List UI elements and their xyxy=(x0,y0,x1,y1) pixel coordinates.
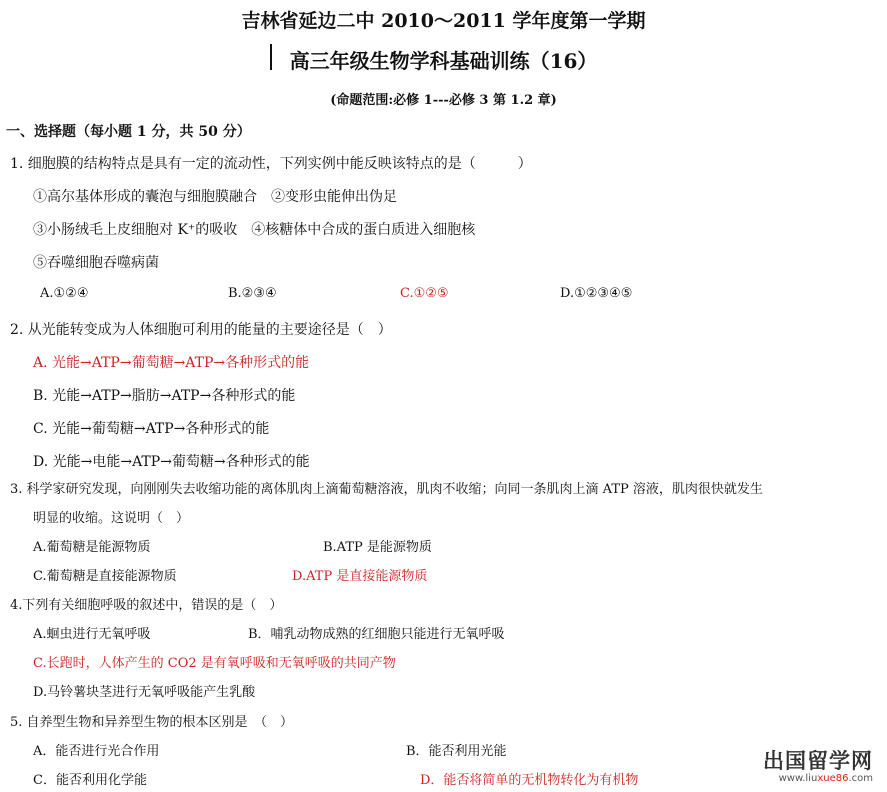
site-watermark xyxy=(763,745,873,784)
question-1-item: ⑤吞噬细胞吞噬病菌 xyxy=(33,255,159,271)
question-1-item: ③小肠绒毛上皮细胞对 K⁺的吸收 ④核糖体中合成的蛋白质进入细胞核 xyxy=(33,222,476,238)
question-3-stem: 3. 科学家研究发现，向刚刚失去收缩功能的离体肌肉上滴葡萄糖溶液，肌肉不收缩；向同一条肌肉上滴 ATP 溶液，肌肉很快就发生 xyxy=(10,482,763,497)
question-1-option-a: A.①②④ xyxy=(40,286,89,301)
question-2-option-b: B. 光能→ATP→脂肪→ATP→各种形式的能 xyxy=(33,388,296,404)
question-4-option-b: B．哺乳动物成熟的红细胞只能进行无氧呼吸 xyxy=(248,627,505,642)
question-2-option-a-answer: A. 光能→ATP→葡萄糖→ATP→各种形式的能 xyxy=(33,355,310,371)
watermark-url: www.liuxue86.com xyxy=(778,773,873,784)
question-5-stem: 5. 自养型生物和异养型生物的根本区别是 （ ） xyxy=(10,715,294,730)
question-5-option-a: A．能否进行光合作用 xyxy=(33,744,160,759)
question-3-option-b: B.ATP 是能源物质 xyxy=(323,540,432,555)
question-2-stem: 2. 从光能转变成为人体细胞可利用的能量的主要途径是（ ） xyxy=(10,322,392,338)
question-4-option-c-answer: C.长跑时，人体产生的 CO2 是有氧呼吸和无氧呼吸的共同产物 xyxy=(33,656,396,671)
question-3-option-c: C.葡萄糖是直接能源物质 xyxy=(33,569,177,584)
question-3-option-a: A.葡萄糖是能源物质 xyxy=(33,540,151,555)
question-3-stem-cont: 明显的收缩。这说明（ ） xyxy=(33,511,190,526)
question-1-option-d: D.①②③④⑤ xyxy=(560,286,633,301)
exam-scope: (命题范围:必修 1---必修 3 第 1.2 章) xyxy=(330,93,557,108)
question-3-option-d-answer: D.ATP 是直接能源物质 xyxy=(292,569,428,584)
question-5-option-d-answer: D．能否将简单的无机物转化为有机物 xyxy=(420,773,639,788)
question-4-option-d: D.马铃薯块茎进行无氧呼吸能产生乳酸 xyxy=(33,685,256,700)
question-4-stem: 4.下列有关细胞呼吸的叙述中，错误的是（ ） xyxy=(10,598,283,613)
document-title: 吉林省延边二中 2010～2011 学年度第一学期 xyxy=(241,10,646,32)
question-1-option-b: B.②③④ xyxy=(228,286,277,301)
document-subtitle: 高三年级生物学科基础训练（16） xyxy=(289,49,598,73)
question-2-option-d: D. 光能→电能→ATP→葡萄糖→各种形式的能 xyxy=(33,454,310,470)
question-2-option-c: C. 光能→葡萄糖→ATP→各种形式的能 xyxy=(33,421,270,437)
question-1-stem: 1. 细胞膜的结构特点是具有一定的流动性，下列实例中能反映该特点的是（ ） xyxy=(10,156,532,172)
question-5-option-c: C．能否利用化学能 xyxy=(33,773,147,788)
question-5-option-b: B．能否利用光能 xyxy=(406,744,507,759)
question-4-option-a: A.蛔虫进行无氧呼吸 xyxy=(33,627,151,642)
watermark-logo-text: 出国留学网 xyxy=(763,749,873,773)
section-heading: 一、选择题（每小题 1 分，共 50 分） xyxy=(6,124,251,140)
question-1-item: ①高尔基体形成的囊泡与细胞膜融合 ②变形虫能伸出伪足 xyxy=(33,189,397,205)
question-1-option-c-answer: C.①②⑤ xyxy=(400,286,449,301)
